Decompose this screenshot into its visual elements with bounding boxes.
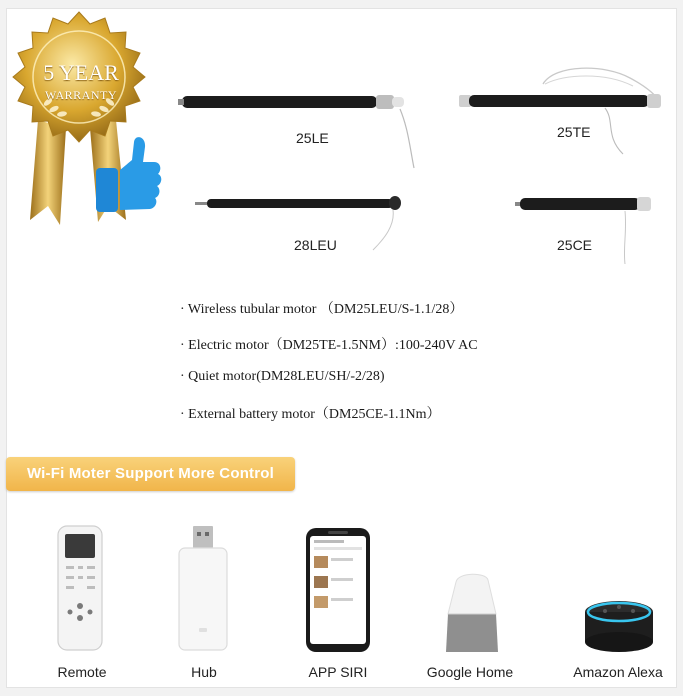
motor-label-25te: 25TE: [557, 124, 591, 140]
motor-25ce-image: [515, 192, 675, 267]
motor-label-25ce: 25CE: [557, 237, 593, 253]
motor-label-25le: 25LE: [296, 130, 329, 146]
spec-item-battery: · External battery motor（DM25CE-1.1Nm）: [180, 407, 441, 422]
device-label-hub: Hub: [191, 664, 217, 680]
device-label-google-home: Google Home: [426, 664, 514, 680]
device-label-remote: Remote: [57, 664, 107, 680]
warranty-badge: [4, 10, 164, 225]
badge-subtitle: WARRANTY: [45, 88, 117, 102]
device-label-amazon-alexa: Amazon Alexa: [573, 664, 663, 680]
phone-app-image: [304, 526, 372, 654]
remote-image: [56, 524, 104, 652]
spec-item-electric: · Electric motor（DM25TE-1.5NM）:100-240V AC: [180, 338, 478, 353]
wifi-control-banner: Wi-Fi Moter Support More Control: [6, 457, 295, 491]
amazon-echo-image: [581, 598, 657, 654]
hub-image: [175, 524, 231, 654]
badge-title: 5 YEAR: [43, 60, 119, 85]
google-home-image: [442, 570, 502, 656]
spec-item-wireless: · Wireless tubular motor （DM25LEU/S-1.1/28）: [180, 302, 464, 317]
motor-25te-image: [455, 66, 670, 156]
motor-label-28leu: 28LEU: [294, 237, 337, 253]
device-label-app-siri: APP SIRI: [308, 664, 368, 680]
spec-item-quiet: · Quiet motor(DM28LEU/SH/-2/28): [180, 369, 385, 384]
